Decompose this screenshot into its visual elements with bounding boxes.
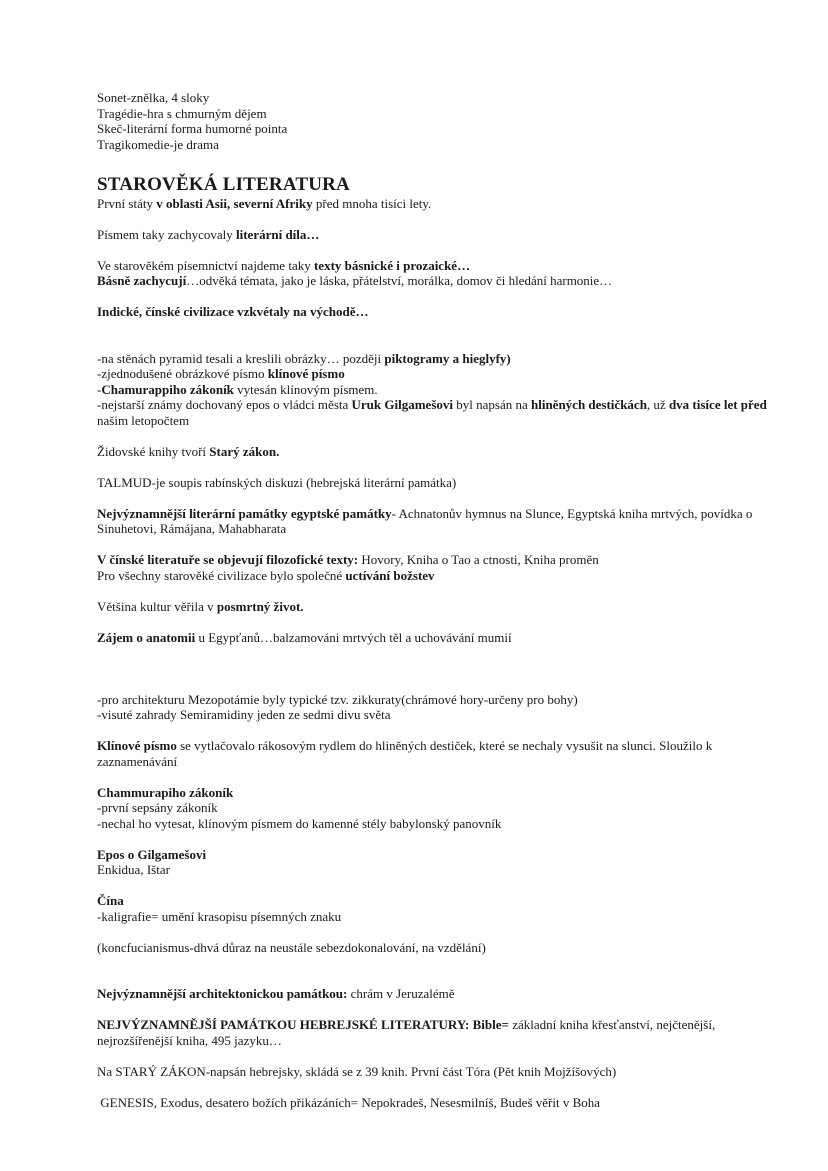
paragraph [97,196,773,212]
text-run: Většina kultur věřila v [97,598,217,614]
blank-line-spacer [97,459,773,475]
blank-line-spacer [97,1079,773,1095]
text-run-bold: Čína [97,893,124,908]
text-run: …odvěká témata, jako je láska, přátelství, morálka, domov či hledání harmonie… [186,273,613,288]
text-run: Židovské knihy tvoří [97,443,210,459]
blank-line-spacer [97,583,773,599]
text-run: -visuté zahrady Semiramidiny jeden ze sedmi divu světa [97,707,391,722]
text-run: vytesán klínovým písmem. [233,381,378,397]
text-run: -pro architekturu Mezopotámie byly typické tzv. zikkuraty(chrámové hory-určeny pro bohy) [97,691,578,707]
text-run-bold: NEJVÝZNAMNĚJŠÍ PAMÁTKOU HEBREJSKÉ LITERATURY: Bible= [97,1017,509,1032]
blank-line-spacer [97,211,773,227]
paragraph [97,1095,773,1111]
text-run: TALMUD-je soupis rabínských diskuzi (hebrejská literární památka) [97,474,457,490]
text-run: -zjednodušené obrázkové písmo [97,366,268,381]
blank-line-spacer [97,289,773,305]
paragraph [97,106,773,122]
paragraph [97,630,773,646]
text-run: Enkidua, Ištar [97,862,170,877]
paragraph [97,816,773,832]
text-run-bold: klínové písmo [267,366,345,381]
paragraph [97,506,773,537]
document-body [97,90,773,1110]
paragraph [97,909,773,925]
text-run: GENESIS, Exodus, desatero božích přikázáních= Nepokradeš, Nesesmilníš, Budeš věřit v Boha [97,1094,601,1110]
text-run-bold: Básně zachycují [97,273,187,288]
paragraph [97,568,773,584]
text-run-bold: Nejvýznamnější architektonickou památkou: [97,986,348,1001]
text-run: -nejstarší známy dochovaný epos o vládci města [97,397,352,412]
text-run-bold: v oblasti Asii, severní Afriky [156,195,313,211]
text-run: Pro všechny starověké civilizace bylo společné [97,567,346,583]
text-run: Písmem taky zachycovaly [97,226,236,242]
paragraph [97,986,773,1002]
text-run: Tragédie-hra s chmurným dějem [97,105,267,121]
text-run-bold: Nejvýznamnější literární památky egyptské památky [97,505,392,521]
text-run: se vytlačovalo rákosovým rydlem do hliněných destiček, které se nechaly vysušit na slunci. Sloužilo k zaznamenávání [97,738,716,769]
paragraph [97,847,773,863]
blank-line-spacer [97,152,773,168]
text-run: -nechal ho vytesat, klínovým písmem do kamenné stély babylonský panovník [97,815,502,831]
blank-line-spacer [97,878,773,894]
text-run-bold: literární díla… [236,226,320,242]
paragraph [97,90,773,106]
text-run: chrám v Jeruzalémě [347,986,455,1001]
text-run: - [97,381,102,397]
blank-line-spacer [97,242,773,258]
paragraph [97,940,773,956]
paragraph [97,121,773,137]
text-run-bold: piktogramy a hieglyfy) [384,350,511,366]
text-run-bold: Chamurappiho zákoník [101,381,234,397]
paragraph [97,862,773,878]
text-run-bold: Chammurapiho zákoník [97,784,234,800]
text-run-bold: V čínské literatuře se objevují filozofické texty: [97,552,359,567]
blank-line-spacer [97,645,773,692]
blank-line-spacer [97,723,773,739]
text-run: Sonet-znělka, 4 sloky [97,90,210,105]
text-run: -kaligrafie= umění krasopisu písemných znaku [97,908,342,924]
paragraph [97,800,773,816]
text-run-bold: uctívání božstev [345,567,435,583]
text-run: -na stěnách pyramid tesali a kreslili obrázky… později [97,350,385,366]
blank-line-spacer [97,320,773,351]
text-run: našim letopočtem [97,397,771,428]
blank-line-spacer [97,924,773,940]
text-run: Na STARÝ ZÁKON-napsán hebrejsky, skládá se z 39 knih. První část Tóra (Pět knih Mojžíšových) [97,1063,617,1079]
text-run: - Achnatonův hymnus na Slunce, Egyptská kniha mrtvých, povídka o Sinuhetovi, Rámájana, Mahabharata [97,505,756,536]
text-run: byl napsán na [453,397,531,412]
paragraph [97,444,773,460]
blank-line-spacer [97,769,773,785]
paragraph [97,1064,773,1080]
paragraph [97,552,773,568]
blank-line-spacer [97,428,773,444]
text-run-bold: Epos o Gilgamešovi [97,846,207,862]
paragraph [97,599,773,615]
text-run: u Egypťanů…balzamováni mrtvých těl a uchovávání mumií [195,629,512,645]
text-run-bold: Zájem o anatomii [97,629,196,645]
blank-line-spacer [97,955,773,986]
text-run-bold: Uruk Gilgamešovi [351,397,453,412]
blank-line-spacer [97,1002,773,1018]
text-run: (koncfucianismus-dhvá důraz na neustále sebezdokonalování, na vzdělání) [97,939,486,955]
text-run: Tragikomedie-je drama [97,136,219,152]
text-run: Skeč-literární forma humorné pointa [97,121,288,136]
paragraph [97,692,773,708]
text-run: První státy [97,195,157,211]
paragraph [97,1017,773,1048]
paragraph [97,227,773,243]
text-run-bold: Indické, čínské civilizace vzkvétaly na východě… [97,304,369,319]
text-run-bold: texty básnické i prozaické… [313,257,471,273]
paragraph [97,893,773,909]
paragraph [97,258,773,274]
blank-line-spacer [97,614,773,630]
paragraph [97,304,773,320]
text-run: , už [646,397,669,412]
text-run: -první sepsány zákoník [97,800,218,815]
paragraph [97,785,773,801]
paragraph [97,351,773,367]
section-heading [97,173,773,196]
paragraph [97,137,773,153]
blank-line-spacer [97,1048,773,1064]
paragraph [97,738,773,769]
paragraph [97,366,773,382]
text-run: Hovory, Kniha o Tao a ctnosti, Kniha proměn [358,552,599,567]
text-run-bold: dva tisíce let před [668,397,767,412]
text-run-bold: Starý zákon. [209,443,280,459]
paragraph [97,382,773,398]
text-run: Ve starověkém písemnictví najdeme taky [97,257,314,273]
text-run: před mnoha tisíci lety. [312,195,432,211]
paragraph [97,273,773,289]
paragraph [97,397,773,428]
text-run-bold: STAROVĚKÁ LITERATURA [97,173,350,195]
text-run-bold: hliněných destičkách [530,397,647,412]
paragraph [97,475,773,491]
text-run-bold: posmrtný život. [216,598,304,614]
paragraph [97,707,773,723]
text-run: základní kniha křesťanství, nejčtenější, nejrozšířenější kniha, 495 jazyku… [97,1017,719,1048]
text-run-bold: Klínové písmo [97,738,177,753]
blank-line-spacer [97,490,773,506]
blank-line-spacer [97,537,773,553]
blank-line-spacer [97,831,773,847]
